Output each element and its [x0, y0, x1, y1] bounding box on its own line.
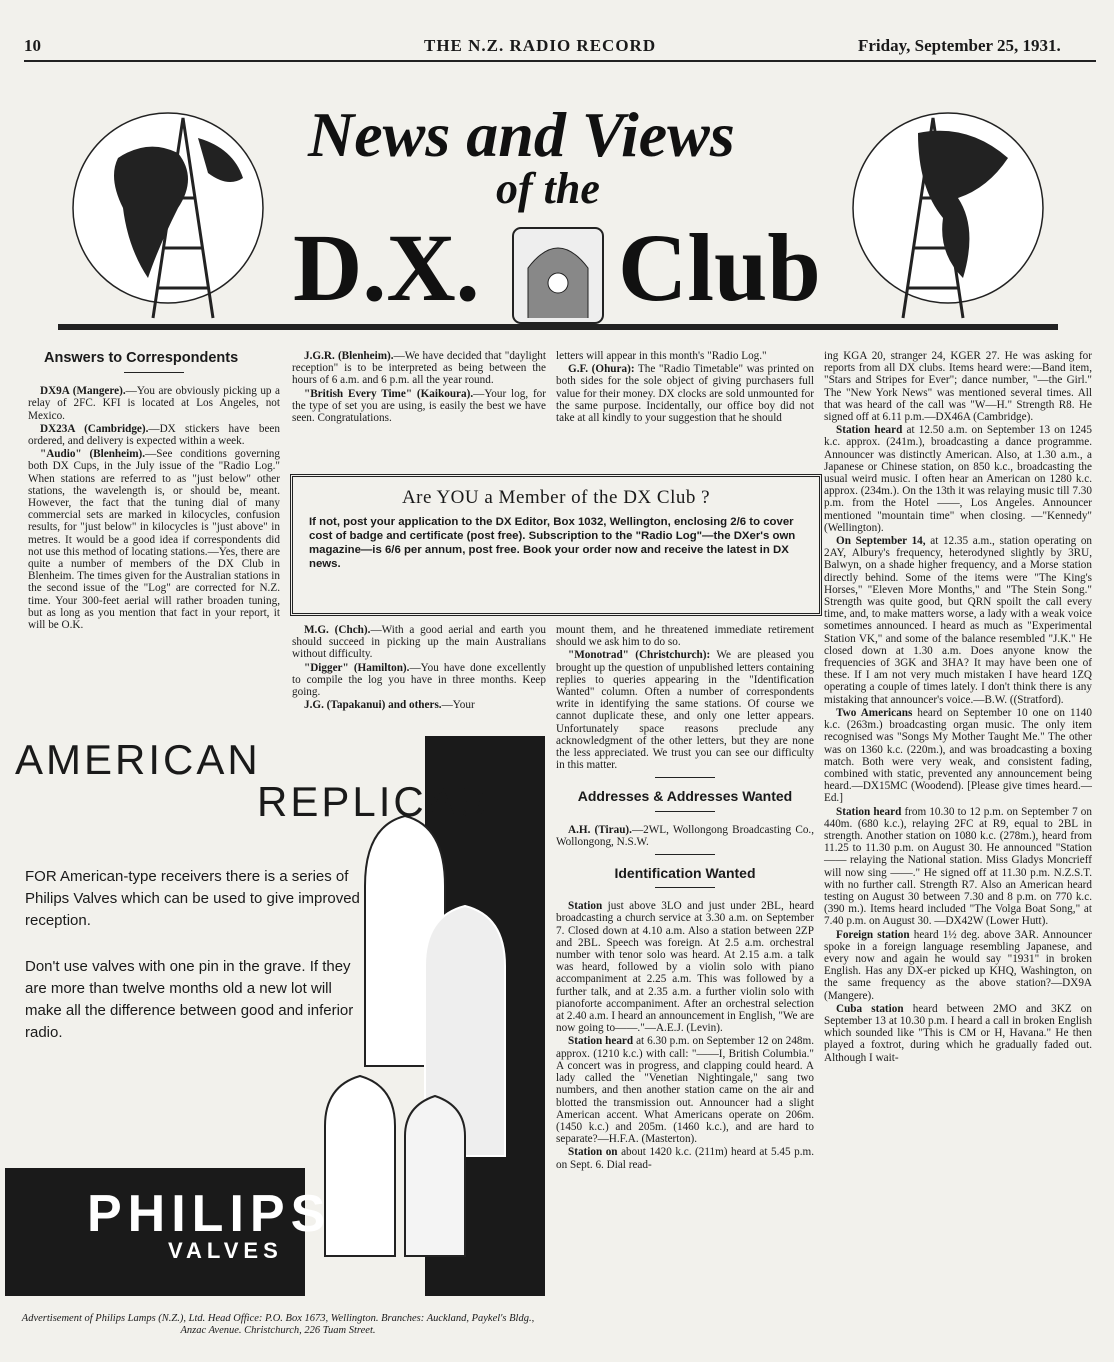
dx-club-banner	[58, 78, 1058, 340]
paragraph: "British Every Time" (Kaikoura).—Your log, for the type of set you are using, is easily the best we have seen. Congratulations.	[292, 387, 546, 425]
banner-line1: News and Views	[308, 99, 735, 170]
paragraph: On September 14, at 12.35 a.m., station operating on 2AY, Albury's frequency, heterodyned slightly by 3RU, Balwyn, on a shade higher frequency, and a Morse station directly behind. Some of the items were "The King's Horses," "Eleven More Months," and "The Stein Song." Strength was quite good, but QRN spoilt the call every time, and, to make matters worse, a lady with a weak voice sometimes announced. I heard as much as "Experimental Station VK," and some of the balance resembled "J.K." He closed down at 1.30 a.m. Does anyone know the frequencies of 3GK and 3HA? It may have been one of these. If I am not very much mistaken I have heard 1ZQ operating a couple of times lately. I don't think there is any mistaking that announcer's voice.—B.W. ((Stratford).	[824, 535, 1093, 706]
section-rule	[655, 811, 715, 812]
paragraph: "Digger" (Hamilton).—You have done excellently to compile the log you have in three months. Keep going.	[292, 661, 546, 699]
ad-paragraph-1: FOR American-type receivers there is a series of Philips Valves which can be used to give improved reception.	[25, 868, 360, 929]
paragraph: Station heard from 10.30 to 12 p.m. on September 7 on 440m. (680 k.c.), relaying 2FC at R9, equal to 2BL in strength. Another station on 1080 k.c. (278m.), heard from 11.25 to 11.30 p.m. on August 30. He announced "Station —— relaying the National station. Miss Gladys Moncrieff will now sing ——." He signed off at 11.30 p.m. N.Z.S.T. with no further call. Strength R7. Also an American heard testing on August 30 between 7.30 and 8 p.m. on 770 k.c. (390 m.). Items heard included "The Volga Boat Song," at 7.40 p.m. on August 30. —DX42W (Lower Hutt).	[824, 805, 1092, 928]
section-rule	[655, 777, 715, 778]
issue-date: Friday, September 25, 1931.	[858, 36, 1061, 55]
page-number: 10	[24, 36, 41, 55]
ad-caption: Advertisement of Philips Lamps (N.Z.), Ltd. Head Office: P.O. Box 1673, Wellington. Branches: Auckland, Paykel's Bldg., Anzac Avenue. Christchurch, 226 Tuam Street.	[21, 1313, 535, 1336]
philips-logo: PHILIPS	[87, 1185, 332, 1243]
paragraph: Cuba station heard between 2MO and 3KZ on September 13 at 10.30 p.m. I heard a call in broken English which sounded like "This is CM or H, Havana." He then played a foxtrot, during which he gradually faded out. Although I wait-	[824, 1002, 1092, 1064]
paragraph: DX9A (Mangere).—You are obviously picking up a relay of 2FC. KFI is located at Los Angeles, not Mexico.	[28, 385, 280, 422]
identification-heading: Identification Wanted	[614, 865, 756, 882]
column-3-bottom	[556, 624, 814, 1324]
paragraph: "Audio" (Blenheim).—See conditions governing both DX Cups, in the July issue of the "Radio Log." When stations are referred to as "just below" other stations, the wavelength is, or should be, meant. However, the fact that the tuning dial of many commercial sets are marked in kilocycles, confusion results, for "just below" in kilocycles is "just above" in metres. It would be a good idea if correspondents did not use this method of locating stations.—Yes, there are quite a number of members of the DX Club in Blenheim. The times given for the Australian stations in the second issue of the "Log" are corrected for N.Z. time. Your 300-feet aerial will rather broaden tuning, but as long as you mention that fact in your report, it will be O.K.	[28, 448, 280, 632]
membership-title: Are YOU a Member of the DX Club ?	[401, 487, 711, 508]
ad-title-american: AMERICAN	[15, 736, 261, 783]
ad-paragraph-2: Don't use valves with one pin in the grave. If they are more than twelve months old a new lot will make all the difference between good and inferior radio.	[25, 958, 354, 1041]
paragraph: Station heard at 6.30 p.m. on September 12 on 248m. approx. (1210 k.c.) with call: "——I, British Columbia." A concert was in progress, and clapping could heard. A lady called the "Venetian Nightingale," sang two numbers, and then another station came on the air and blotted the transmission out. Announcer had a slight American accent. What Americans operate on 206m. (1450 k.c.) and 205m. (1460 k.c.), and are hard to separate?—H.F.A. (Masterton).	[556, 1035, 815, 1146]
paragraph: Station on about 1420 k.c. (211m) heard at 5.45 p.m. on Sept. 6. Dial read-	[556, 1146, 814, 1171]
column-3-top	[556, 350, 814, 462]
paragraph: letters will appear in this month's "Radio Log."	[556, 350, 767, 362]
banner-line2: of the	[496, 164, 600, 213]
philips-advertisement	[5, 706, 545, 1296]
paragraph: Two Americans heard on September 10 one on 1140 k.c. (263m.) broadcasting organ music. The only item recognised was "Songs My Mother Taught Me." The other was on 1360 k.c. (220m.), and was broadcasting a boxing match. Both were very weak, and consistent fading, combined with static, prevented any announcement being heard.—DX15MC (Woodend). [Please give times heard.—Ed.]	[824, 706, 1092, 805]
column-1	[28, 346, 280, 698]
heading-rule	[124, 372, 184, 373]
banner-club: Club	[618, 214, 821, 321]
paragraph: mount them, and he threatened immediate retirement should we ask him to do so.	[556, 624, 814, 649]
banner-artwork	[58, 78, 1058, 340]
column-2-top	[292, 350, 546, 462]
paragraph: "Monotrad" (Christchurch): We are pleased you brought up the question of unpublished letters containing replies to queries appearing in the "Identification Wanted" column. Often a number of correspondents write in identifying the same stations. Of course we cannot duplicate these, and only one letter appears. Unfortunately space reasons preclude any acknowledgment of the other letters, but they are none the less appreciated. We trust you can see our difficulty in this matter.	[556, 649, 814, 772]
paragraph: G.F. (Ohura): The "Radio Timetable" was printed on both sides for the sole object of giving purchasers full value for their money. DX clocks are sold unmounted for the same purpose. Incidentally, our office boy did not take at all kindly to your suggestion that he should	[556, 363, 814, 425]
paragraph: Station heard at 12.50 a.m. on September 13 on 1245 k.c. approx. (241m.), broadcasting a dance programme. Announcer was distinctly American. Also, at 1.30 a.m., a Japanese or Chinese station, on 850 k.c., broadcasting the usual weird music. I often hear an American on 1280 k.c. approx. (234m.). On the 13th it was relaying music till 7.30 p.m. from the Hotel ——, Los Angeles. Announcer mentioned "mountain time" when closing. —"Kennedy" (Wellington).	[824, 424, 1092, 534]
paragraph: Station just above 3LO and just under 2BL, heard broadcasting a church service at 3.30 a.m. on September 7. Closed down at 4.10 a.m. Also a station between 2ZP and 2BL. Speech was foreign. At 2.5 a.m. orchestral number with tenor solo was heard. At 2.15 a.m. a talk was heard, followed by a violin solo with piano accompaniment at 2.25 a.m. This was followed by a further talk, and at 2.35 a.m. a further violin solo with pianoforte accompaniment. After an orchestral selection at 2.40 a.m. I heard an announcement in English, "We are now going to——."—A.E.J. (Levin).	[556, 900, 815, 1035]
paragraph: J.G.R. (Blenheim).—We have decided that "daylight reception" is to be interpreted as being between the hours of 6 a.m. and 6 p.m. all the year round.	[292, 350, 546, 387]
publication-title: THE N.Z. RADIO RECORD	[424, 36, 657, 55]
membership-box	[290, 474, 822, 616]
column-4	[824, 350, 1092, 1350]
banner-dx: D.X.	[293, 214, 480, 321]
valves-label: VALVES	[168, 1238, 283, 1263]
column-2-bottom	[292, 624, 547, 712]
addresses-heading: Addresses & Addresses Wanted	[577, 788, 793, 805]
correspondents-heading: Answers to Correspondents	[44, 350, 239, 366]
membership-text: If not, post your application to the DX Editor, Box 1032, Wellington, enclosing 2/6 to cover cost of badge and certificate (post free). Subscription to the "Radio Log"—the DXer's own magazine—is 6/6 per annum, post free. Book your order now and receive the latest in DX news.	[309, 516, 796, 570]
ad-title-replicas: REPLICAS	[257, 778, 489, 825]
paragraph: M.G. (Chch).—With a good aerial and earth you should succeed in picking up the main Australians without difficulty.	[292, 624, 547, 661]
section-rule	[655, 887, 715, 888]
paragraph: J.G. (Tapakanui) and others.—Your	[304, 699, 475, 712]
paragraph: A.H. (Tirau).—2WL, Wollongong Broadcasting Co., Wollongong, N.S.W.	[556, 823, 815, 848]
paragraph: DX23A (Cambridge).—DX stickers have been ordered, and delivery is expected within a week.	[28, 422, 280, 448]
paragraph: Foreign station heard 1½ deg. above 3AR. Announcer spoke in a foreign language resembling Japanese, and every now and again he would say "1931" in broken English. Has any DX-er picked up KHQ, Washington, on the same frequency as the above station?—DX9A (Mangere).	[824, 928, 1092, 1002]
masthead-rule	[24, 60, 1096, 62]
paragraph: ing KGA 20, stranger 24, KGER 27. He was asking for reports from all DX clubs. Items heard were:—Band item, "Stars and Stripes for Ever"; dance number, "—the Girl." The "New York News" was mentioned several times. All that was heard of the call was "W—H." Strength R8. He signed off at 6.11 p.m.—DX46A (Cambridge).	[824, 350, 1092, 424]
section-rule	[655, 854, 715, 855]
